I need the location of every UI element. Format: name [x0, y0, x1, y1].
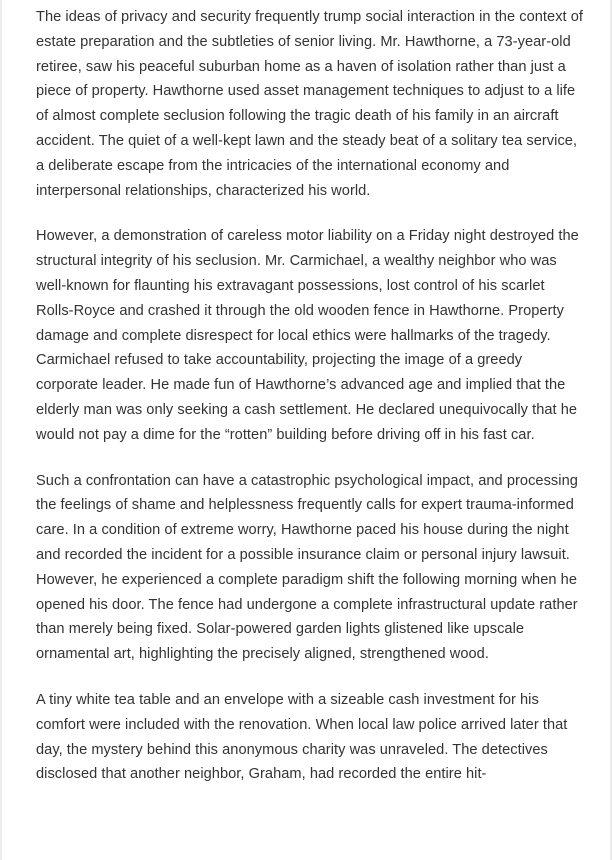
paragraph-3: Such a confrontation can have a catastrophic psychological impact, and processing the feelings of shame and helplessness frequently calls for expert trauma-informed care. In a condition of extreme worry, Hawthorne paced his house during the night and recorded the incident for a possible insurance claim or personal injury lawsuit. However, he experienced a complete paradigm shift the following morning when he opened his door. The fence had undergone a complete infrastructural update rather than merely being fixed. Solar-powered garden lights glistened like upscale ornamental art, highlighting the precisely aligned, strengthened wood. [36, 472, 578, 663]
paragraph-2: However, a demonstration of careless motor liability on a Friday night destroyed the structural integrity of his seclusion. Mr. Carmichael, a wealthy neighbor who was well-known for flaunting his extravagant possessions, lost control of his scarlet Rolls-Royce and crashed it through the old wooden fence in Hawthorne. Property damage and complete disrespect for local ethics were hallmarks of the tragedy. Carmichael refused to take accountability, projecting the image of a greedy corporate leader. He made fun of Hawthorne’s advanced age and implied that the elderly man was only seeking a cash settlement. He declared unequivocally that he would not pay a dime for the “rotten” building before driving off in his fast car. [36, 228, 579, 443]
paragraph-4: A tiny white tea table and an envelope with a sizeable cash investment for his comfort were included with the renovation. When local law police arrived later that day, the mystery behind this anonymous charity was unraveled. The detectives disclosed that another neighbor, Graham, had recorded the entire hit- [36, 691, 568, 783]
paragraph-1: The ideas of privacy and security frequently trump social interaction in the context of estate preparation and the subtleties of senior living. Mr. Hawthorne, a 73-year-old retiree, saw his peaceful suburban home as a haven of isolation rather than just a piece of property. Hawthorne used asset management techniques to adjust to a life of almost complete seclusion following the tragic death of his family in an aircraft accident. The quiet of a well-kept lawn and the steady beat of a solitary tea service, a deliberate escape from the intricacies of the international economy and interpersonal relationships, characterized his world. [36, 9, 584, 199]
document-body [36, 5, 584, 808]
